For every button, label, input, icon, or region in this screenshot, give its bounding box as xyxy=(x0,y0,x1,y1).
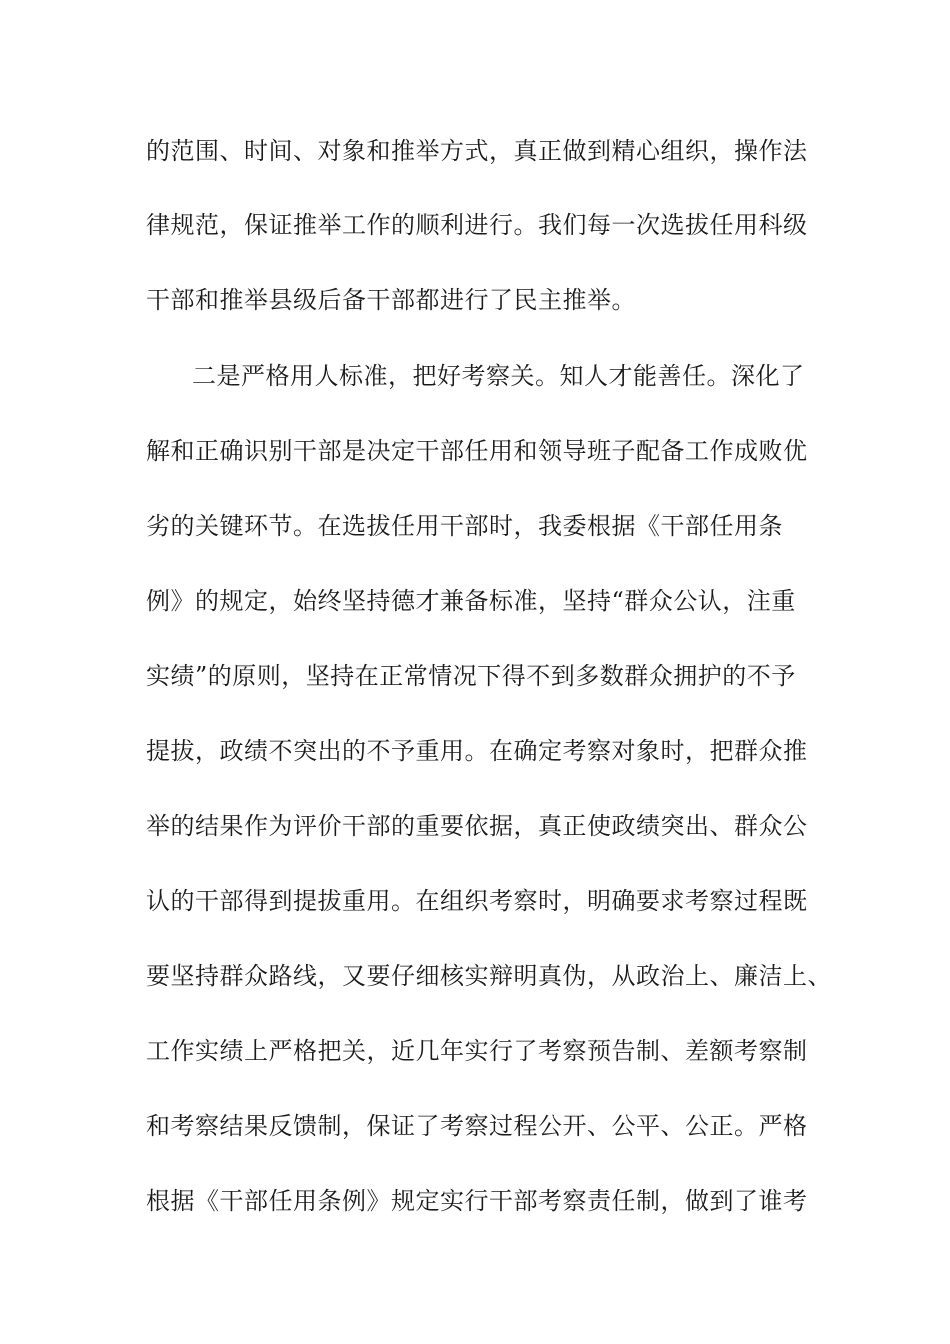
text-line: 要坚持群众路线，又要仔细核实辩明真伪，从政治上、廉洁上、 xyxy=(146,962,832,990)
text-line: 根据《干部任用条例》规定实行干部考察责任制，做到了谁考 xyxy=(146,1187,808,1215)
text-line: 工作实绩上严格把关，近几年实行了考察预告制、差额考察制 xyxy=(146,1037,808,1065)
text-line: 认的干部得到提拔重用。在组织考察时，明确要求考察过程既 xyxy=(146,887,808,915)
text-line: 劣的关键环节。在选拔任用干部时，我委根据《干部任用条 xyxy=(146,512,783,540)
text-line: 和考察结果反馈制，保证了考察过程公开、公平、公正。严格 xyxy=(146,1112,808,1140)
text-line: 举的结果作为评价干部的重要依据，真正使政绩突出、群众公 xyxy=(146,812,808,840)
text-line: 的范围、时间、对象和推举方式，真正做到精心组织，操作法 xyxy=(146,137,808,165)
text-line: 提拔，政绩不突出的不予重用。在确定考察对象时，把群众推 xyxy=(146,737,808,765)
text-line: 例》的规定，始终坚持德才兼备标准，坚持“群众公认，注重 xyxy=(146,587,796,615)
text-line: 干部和推举县级后备干部都进行了民主推举。 xyxy=(146,286,636,314)
text-line: 解和正确识别干部是决定干部任用和领导班子配备工作成败优 xyxy=(146,437,808,465)
text-line: 实绩”的原则，坚持在正常情况下得不到多数群众拥护的不予 xyxy=(146,662,796,690)
text-line: 律规范，保证推举工作的顺利进行。我们每一次选拔任用科级 xyxy=(146,211,808,239)
paragraph-start-line: 二是严格用人标准，把好考察关。知人才能善任。深化了 xyxy=(192,362,805,390)
